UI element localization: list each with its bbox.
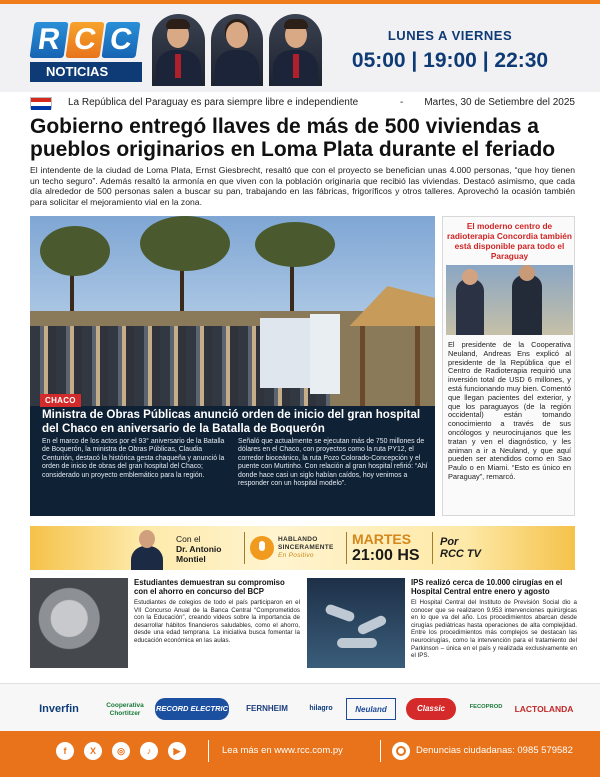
logo-letter-r: R: [29, 22, 68, 58]
news-anchors-photo: [152, 14, 322, 86]
tiktok-icon[interactable]: ♪: [140, 742, 158, 760]
ad-divider-2: [346, 532, 347, 564]
story-title[interactable]: Estudiantes demuestran su compromiso con el ahorro en concurso del BCP: [134, 578, 285, 597]
section-tag-chaco[interactable]: CHACO: [40, 394, 81, 407]
broadcast-schedule: [335, 28, 565, 73]
footer-bar: [0, 731, 600, 777]
date-separator: -: [400, 97, 404, 108]
main-story-title[interactable]: Ministra de Obras Públicas anunció orden de inicio del gran hospital del Chaco en aniversario de la Batalla de Boquerón: [42, 408, 421, 435]
sponsor-lactolanda-logo[interactable]: LACTOLANDA: [514, 704, 574, 714]
main-story-col-left: En el marco de los actos por el 93° aniversario de la Batalla de Boquerón, la ministra de Obras Públicas, Claudia Centurión, destacó la histórica gesta chaqueña y anunció la orden de inicio de obras del gran hospital del Chaco; considerado un proyecto emblemático para la región.: [42, 438, 225, 479]
paraguay-flag-icon: [30, 97, 52, 109]
sponsor-hilagro-logo[interactable]: hilagro: [309, 705, 333, 712]
ad-channel-name: RCC TV: [440, 548, 481, 560]
show-logo: [278, 536, 334, 560]
ad-host-name: Dr. Antonio Montiel: [176, 544, 222, 564]
instagram-icon[interactable]: ◎: [112, 742, 130, 760]
footer-divider: [208, 740, 209, 762]
main-story-card[interactable]: [30, 216, 435, 516]
logo-noticias: NOTICIAS: [30, 62, 142, 82]
host-photo: [130, 530, 164, 570]
show-line-2: SINCERAMENTE: [278, 544, 334, 551]
chaco-ceremony-photo: [30, 216, 435, 406]
masthead: [0, 0, 600, 92]
sidebar-title[interactable]: El moderno centro de radioterapia Concordia también está disponible para todo el Paraguay: [447, 221, 572, 261]
show-line-3: En Positivo: [278, 552, 314, 559]
facebook-icon[interactable]: f: [56, 742, 74, 760]
sponsor-record-electric-logo[interactable]: RECORD ELECTRIC: [155, 698, 229, 720]
sponsor-fecoprod-logo[interactable]: FECOPROD: [469, 704, 503, 710]
website-link[interactable]: Lea más en www.rcc.com.py: [222, 745, 343, 756]
sponsor-classic-logo[interactable]: Classic: [406, 698, 456, 720]
sidebar-body: El presidente de la Cooperativa Neuland, Andreas Ens explicó al presidente de la República que el Centro de Radioterapia requirió una inversión total de USD 6 millones, y está funcionando muy bien. Comentó que llegan pacientes del exterior, y que los paraguayos (de la región occidental) están tomando conocimiento a través de sus oncólogos y neurocirujanos que les tratan y ven el diagnóstico, y les animan a ir a Neuland, y que aquí pueden ser atendidos como en Sao Paulo o en Miami. “Esto es único en Paraguay”, remarcó.: [448, 340, 571, 481]
national-motto: La República del Paraguay es para siempre libre e independiente: [68, 97, 359, 108]
edition-date: Martes, 30 de Setiembre del 2025: [424, 97, 575, 108]
tv-show-ad-banner[interactable]: [30, 526, 575, 570]
accent-stripe: [0, 0, 600, 4]
sponsor-neuland-logo[interactable]: Neuland: [346, 698, 396, 720]
schedule-times: 05:00 | 19:00 | 22:30: [351, 49, 549, 72]
ad-host-text: [176, 534, 246, 564]
anchor-man-left: [152, 14, 205, 86]
surgery-photo: [307, 578, 405, 668]
story-body: Estudiantes de colegios de todo el país participaron en el VII Concurso Anual de la Banca Central “Comprometidos con la Educación”, creando videos sobre la importancia de desarrollar hábitos financieros saludables, como el ahorro, desde una edad temprana. La iniciativa busca fomentar la educación económica en las aulas.: [134, 599, 300, 644]
anchor-man-right: [269, 14, 322, 86]
story-bcp[interactable]: [30, 578, 300, 673]
youtube-icon[interactable]: ▶: [168, 742, 186, 760]
story-body: El Hospital Central del Instituto de Previsión Social dio a conocer que se realizaron 9.953 intervenciones quirúrgicas en lo que va del año. Los procedimientos abarcan desde cirugías pediátricas hasta operaciones de alta complejidad. Entre los procedimientos más complejos se destacan las neurocirugías, como la intervención para el tratamiento del Parkinson – única en el país y realizada exclusivamente en el IPS.: [411, 599, 577, 660]
story-ips[interactable]: [307, 578, 577, 673]
headline-lead: El intendente de la ciudad de Loma Plata, Ernst Giesbrecht, resaltó que con el proyecto se benefician unas 4.000 personas, “que hoy tienen un techo seguro”. Además resaltó la armonía en que viven con la población originaria que recibió las viviendas. Destacó asimismo, que cada día alrededor de 500 personas salen a buscar su pan, trabajando en las fábricas, frigoríficos y otros talleres. Aprovechó la ocasión también para solicitar el mejoramiento vial en la zona.: [30, 165, 575, 207]
ad-day: MARTES: [352, 531, 412, 547]
anchor-woman: [211, 14, 264, 86]
show-line-1: HABLANDO: [278, 536, 318, 543]
ad-por: Por: [440, 536, 459, 548]
date-bar: [30, 95, 575, 111]
sponsor-fernheim-logo[interactable]: FERNHEIM: [246, 704, 288, 713]
radiotherapy-visit-photo: [446, 265, 573, 335]
footer-divider-2: [380, 740, 381, 762]
schedule-days: LUNES A VIERNES: [387, 28, 513, 43]
logo-letter-c1: C: [65, 22, 104, 58]
sponsor-inverfin-logo[interactable]: Inverfin: [39, 703, 79, 715]
sponsor-chortitzer-logo[interactable]: Cooperativa Chortitzer: [106, 702, 144, 717]
ad-channel: [440, 536, 481, 560]
logo-letter-c2: C: [101, 22, 140, 58]
story-title[interactable]: IPS realizó cerca de 10.000 cirugías en el Hospital Central entre enero y agosto: [411, 578, 563, 597]
main-headline[interactable]: Gobierno entregó llaves de más de 500 viviendas a pueblos originarios en Loma Plata durante el feriado: [30, 115, 556, 161]
ad-divider-3: [432, 532, 433, 564]
complaints-phone[interactable]: Denuncias ciudadanas: 0985 579582: [416, 745, 573, 756]
ad-con-el: Con el: [176, 534, 201, 544]
ad-time: 21:00 HS: [352, 547, 420, 564]
sidebar-story[interactable]: [442, 216, 575, 516]
bcp-building-photo: [30, 578, 128, 668]
microphone-icon: [250, 536, 274, 560]
main-story-col-right: Señaló que actualmente se ejecutan más de 750 millones de dólares en el Chaco, con proyectos como la ruta PY12, el corredor bioceánico, la ruta Pozo Colorado-Concepción y el puente con Murtinho. Con relación al gran hospital refirió: “Ahí donde hace casi un siglo habían caídos, hoy venimos a responder con un hospital modelo”.: [238, 438, 428, 488]
ad-divider: [244, 532, 245, 564]
rcc-logo[interactable]: [32, 22, 138, 58]
whatsapp-icon[interactable]: [392, 742, 410, 760]
sponsors-strip: [0, 683, 600, 731]
x-icon[interactable]: X: [84, 742, 102, 760]
